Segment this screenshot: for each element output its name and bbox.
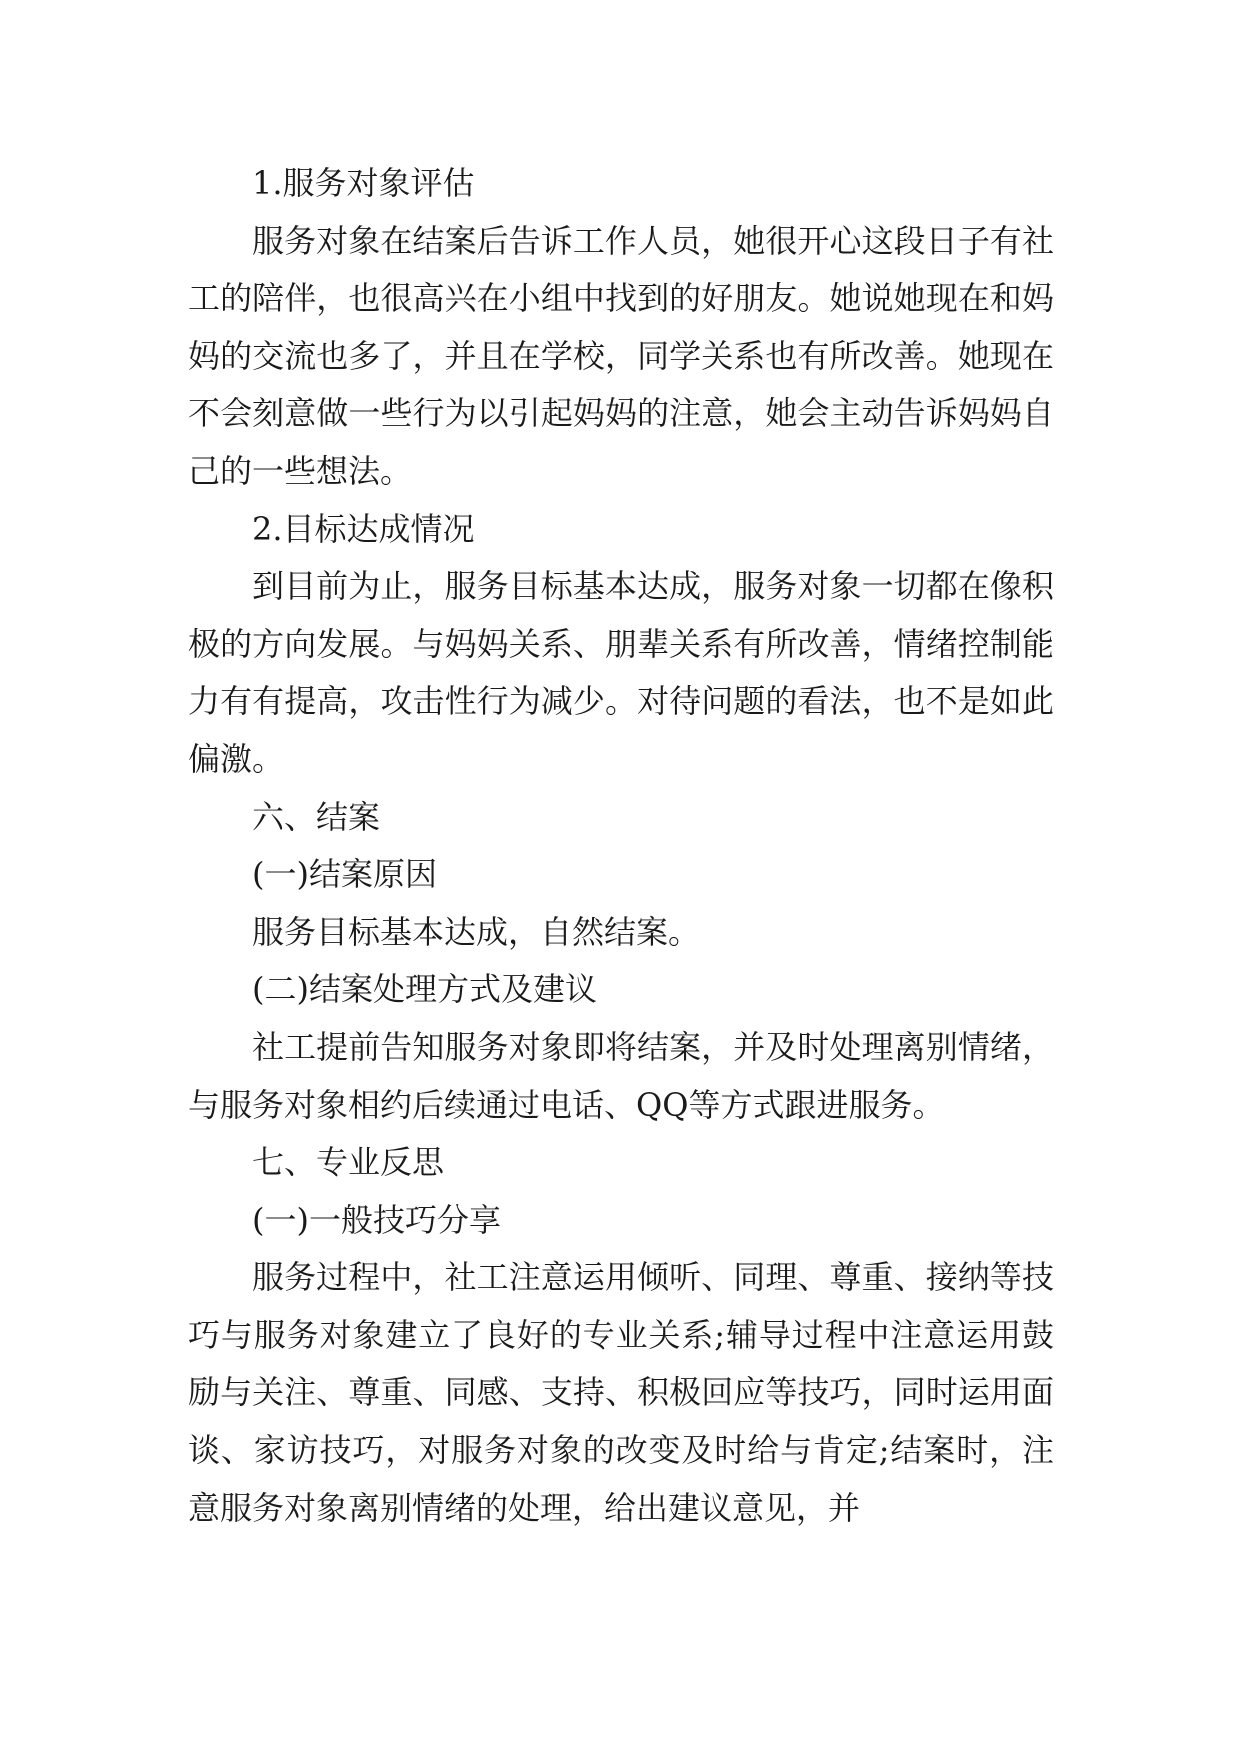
paragraph-closure-handling: 社工提前告知服务对象即将结案，并及时处理离别情绪，与服务对象相约后续通过电话、QQ等方式跟进服务。 — [188, 1027, 1054, 1124]
document-page — [188, 155, 1054, 1537]
subheading-general-skills: (一)一般技巧分享 — [252, 1200, 501, 1239]
paragraph-closure-reason: 服务目标基本达成，自然结案。 — [252, 912, 701, 951]
subheading-closure-reason: (一)结案原因 — [252, 855, 437, 894]
paragraph-general-skills: 服务过程中，社工注意运用倾听、同理、尊重、接纳等技巧与服务对象建立了良好的专业关系;辅导过程中注意运用鼓励与关注、尊重、同感、支持、积极回应等技巧，同时运用面谈、家访技巧，对服务对象的改变及时给与肯定;结案时，注意服务对象离别情绪的处理，给出建议意见，并 — [188, 1258, 1054, 1527]
subheading-closure-handling: (二)结案处理方式及建议 — [252, 970, 597, 1009]
paragraph-client-assessment: 服务对象在结案后告诉工作人员，她很开心这段日子有社工的陪伴，也很高兴在小组中找到的好朋友。她说她现在和妈妈的交流也多了，并且在学校，同学关系也有所改善。她现在不会刻意做一些行为以引起妈妈的注意，她会主动告诉妈妈自己的一些想法。 — [188, 221, 1054, 490]
section-heading-professional-reflection: 七、专业反思 — [252, 1143, 445, 1182]
paragraph-goal-achievement: 到目前为止，服务目标基本达成，服务对象一切都在像积极的方向发展。与妈妈关系、朋辈关系有所改善，情绪控制能力有有提高，攻击性行为减少。对待问题的看法，也不是如此偏激。 — [188, 567, 1054, 778]
section-heading-client-assessment: 1.服务对象评估 — [252, 164, 475, 202]
section-heading-goal-achievement: 2.目标达成情况 — [252, 509, 475, 548]
section-heading-case-closure: 六、结案 — [252, 797, 381, 836]
